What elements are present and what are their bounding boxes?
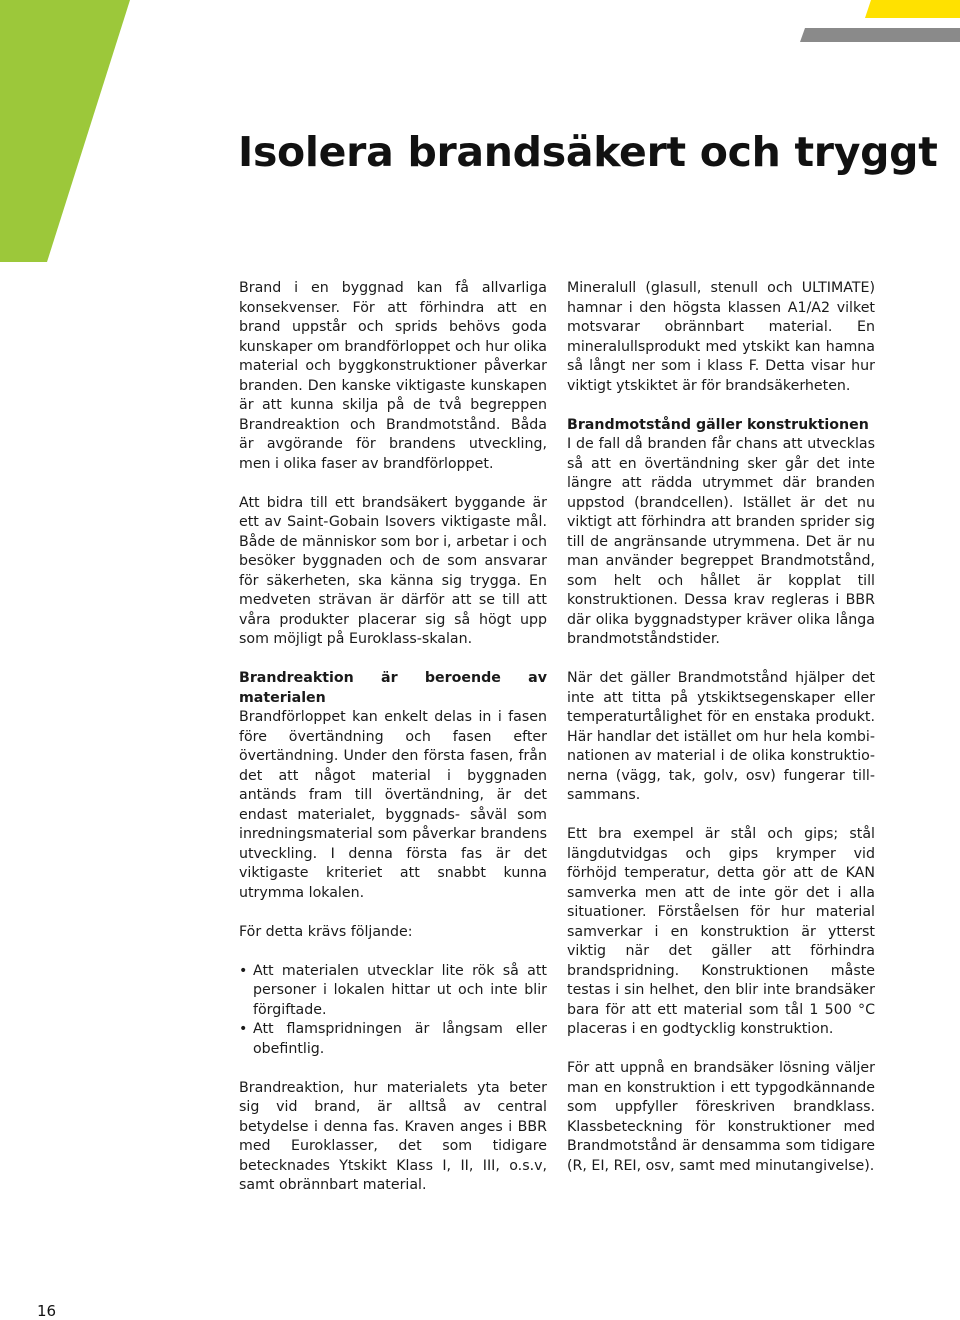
brandmotstand-paragraph: I de fall då branden får chans att utvecklas så att en övertändning sker går det inte längre att rädda utrymmet där branden uppstod (brandcellen). Istället är det nu viktigt att förhindra att branden sprider sig till de angränsande utrymmena. Det är nu man använder begreppet Brandmotstånd, som helt och hållet är kopplat till konstruktionen. Dessa krav regleras i BBR där olika byggnadstyper kräver olika långa brandmotståndstider. xyxy=(567,436,875,647)
gray-bar-polygon xyxy=(800,28,960,42)
green-corner-shape xyxy=(0,0,130,262)
page-number: 16 xyxy=(37,1302,57,1320)
green-corner-polygon xyxy=(0,0,130,262)
left-column xyxy=(239,279,547,1215)
page-title: Isolera brandsäkert och tryggt xyxy=(238,128,938,176)
mineralull-paragraph: Mineralull (glasull, stenull och ULTIMATE) hamnar i den högsta klassen A1/A2 vilket motsvarar obrännbart material. En mineralullsprodukt med ytskikt kan hamna så långt ner som i klass F. Detta visar hur viktigt ytskiktet är för brandsäkerheten. xyxy=(567,280,875,394)
brandreaktion-paragraph: Brandförloppet kan enkelt delas in i fasen före övertändning och fasen efter övertändning. Under den första fasen, från det att något material i byggnaden antänds fram till övertändning, är det endast materialet, byggnads- såväl som inredningsmaterial som påverkar brandens utveckling. I denna första fas är det viktigaste kriteriet att snabbt kunna utrymma lokalen. xyxy=(239,709,547,901)
closing-paragraph: Brandreaktion, hur materialets yta beter sig vid brand, är alltså av central betydelse i denna fas. Kraven anges i BBR med Euroklasser, det som tidigare betecknades Ytskikt Klass I, II, III, o.s.v, samt obrännbart material. xyxy=(239,1079,547,1193)
section-heading-brandreaktion: Brandreaktion är beroende av materialen xyxy=(239,670,547,706)
stal-gips-paragraph: Ett bra exempel är stål och gips; stål längdutvidgas och gips krymper vid förhöjd temperatur, detta gör att de KAN samverka men att de inte gör det i alla situationer. Förståelsen för hur material samverkar i en konstruktion är ytterst viktig när det gäller att förhindra brandspridning. Konstruktionen måste testas i sin helhet, den blir inte brandsäker bara för att ett material som tål 1 500 °C placeras i en godtycklig konstruktion. xyxy=(567,826,875,1037)
typgodkannande-paragraph: För att uppnå en brandsäker lösning väljer man en konstruktion i ett typgodkännande som uppfyller föreskriven brandklass. Klassbeteckning för konstruktioner med Brandmotstånd är densamma som tidigare (R, EI, REI, osv, samt med minutangivelse). xyxy=(567,1060,875,1174)
yellow-bar-polygon xyxy=(865,0,960,18)
list-item: • Att flamspridningen är långsam eller obefintlig. xyxy=(239,1020,547,1059)
right-column xyxy=(567,279,875,1176)
intro-paragraph-2: Att bidra till ett brandsäkert byggande är ett av Saint-Gobain Isovers viktigaste mål. Både de människor som bor i, arbetar i och besöker byggnaden och de som ansvarar för säkerheten, ska känna sig trygga. En medveten strävan är därför att se till att våra produkter placerar sig så högt upp som möjligt på Euroklass-skalan. xyxy=(239,494,547,647)
list-item: • Att materialen utvecklar lite rök så att personer i lokalen hittar ut och inte blir förgiftade. xyxy=(239,962,547,1021)
section-heading-brandmotstand: Brandmotstånd gäller konstruktionen xyxy=(567,416,869,433)
intro-paragraph-1: Brand i en byggnad kan få allvarliga konsekvenser. För att förhindra att en brand uppstår och sprids behövs goda kunskaper om brandförloppet och hur olika material och byggkonstruktioner påverkar branden. Den kanske viktigaste kunskapen är att kunna skilja på de två begreppen Brandreaktion och Brandmotstånd. Båda är avgörande för brandens utveckling, men i olika faser av brandförloppet. xyxy=(239,280,547,472)
ytskikt-paragraph: När det gäller Brandmotstånd hjälper det inte att titta på ytskiktsegenskaper eller temperaturtålighet för en enstaka produkt. Här handlar det istället om hur hela kombinationen av material i de olika konstruktionerna (vägg, tak, golv, osv) fungerar tillsammans. xyxy=(567,670,875,803)
yellow-corner-bar xyxy=(865,0,960,18)
gray-corner-bar xyxy=(800,28,960,42)
requirements-list xyxy=(239,962,547,1060)
requirements-intro: För detta krävs följande: xyxy=(239,923,413,940)
